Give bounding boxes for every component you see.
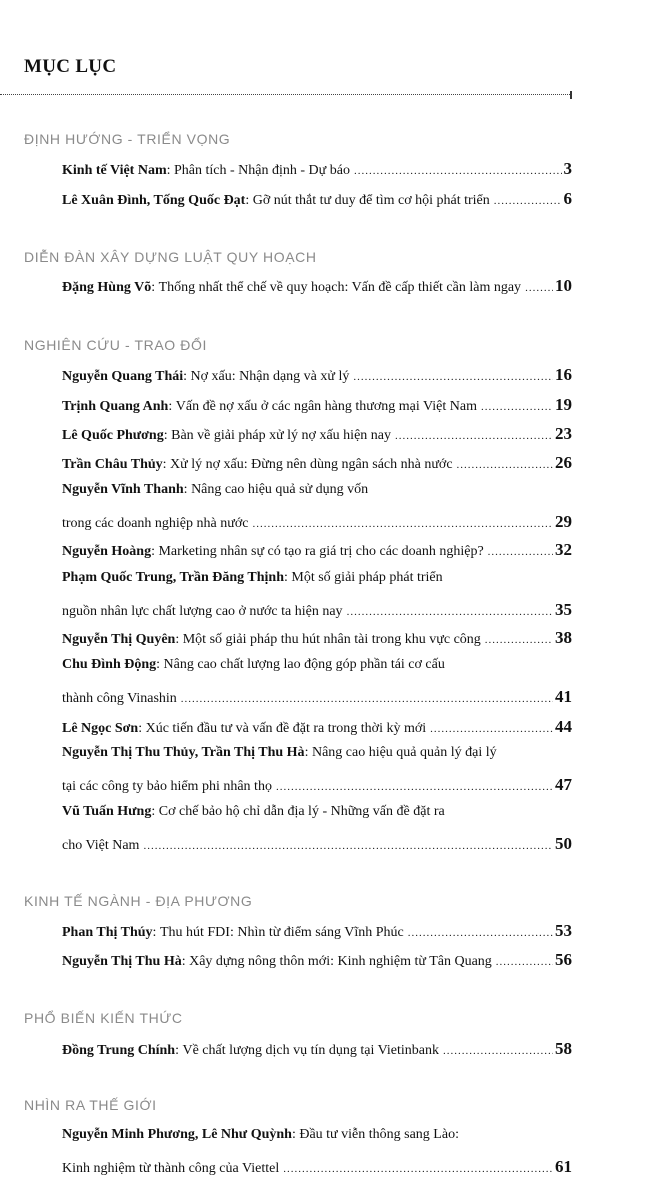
entry-title-continued: tại các công ty bảo hiểm phi nhân thọ — [62, 779, 272, 794]
entry-title-continued: nguồn nhân lực chất lượng cao ở nước ta hiện nay — [62, 604, 343, 619]
toc-entry-line — [62, 746, 572, 776]
entry-title-continued: Kinh nghiệm từ thành công của Viettel — [62, 1161, 280, 1176]
entry-page-number: 35 — [555, 600, 572, 619]
toc-entry-line — [62, 776, 572, 806]
dot-leader — [143, 841, 553, 852]
toc-entry[interactable] — [62, 571, 572, 631]
dot-leader — [525, 283, 553, 294]
entry-page-number: 6 — [563, 189, 572, 208]
dot-leader — [353, 372, 553, 383]
entry-separator: : — [156, 657, 164, 672]
toc-entry-line — [62, 1158, 572, 1188]
entry-separator: : — [162, 457, 171, 472]
entry-separator: : — [151, 280, 159, 295]
entry-page-number: 26 — [555, 453, 572, 472]
toc-entry-line — [62, 658, 572, 688]
entry-separator: : — [138, 721, 146, 736]
entry-title: Xây dựng nông thôn mới: Kinh nghiệm từ Tân Quang — [189, 954, 492, 969]
entry-author: Nguyễn Thị Quyên — [62, 632, 176, 647]
entry-separator: : — [284, 570, 292, 585]
entry-title-continued: cho Việt Nam — [62, 838, 140, 853]
toc-entry[interactable] — [62, 629, 572, 659]
section-title: NGHIÊN CỨU - TRAO ĐỔI — [24, 337, 207, 353]
entry-separator: : — [175, 632, 183, 647]
entry-page-number: 56 — [555, 950, 572, 969]
toc-entry-line — [62, 425, 572, 455]
toc-entry-line — [62, 277, 572, 307]
entry-author: Nguyễn Vĩnh Thanh — [62, 482, 184, 497]
entry-author: Vũ Tuấn Hưng — [62, 804, 152, 819]
entry-author: Lê Xuân Đình, Tống Quốc Đạt — [62, 193, 246, 208]
entry-title: Nâng cao hiệu quả sử dụng vốn — [191, 482, 369, 497]
entry-title: Vấn đề nợ xấu ở các ngân hàng thương mại Việt Nam — [175, 399, 477, 414]
toc-entry[interactable] — [62, 277, 572, 307]
entry-title: Đầu tư viễn thông sang Lào: — [299, 1127, 459, 1142]
entry-title-continued: trong các doanh nghiệp nhà nước — [62, 516, 249, 531]
toc-entry-line — [62, 718, 572, 748]
section-title: PHỔ BIẾN KIẾN THỨC — [24, 1010, 183, 1026]
entry-page-number: 38 — [555, 628, 572, 647]
entry-title: Về chất lượng dịch vụ tín dụng tại Vietinbank — [182, 1043, 439, 1058]
entry-title: Nâng cao chất lượng lao động góp phần tái cơ cấu — [163, 657, 445, 672]
toc-entry-line — [62, 571, 572, 601]
entry-author: Lê Quốc Phương — [62, 428, 164, 443]
toc-entry-line — [62, 835, 572, 865]
section-title: DIỄN ĐÀN XÂY DỰNG LUẬT QUY HOẠCH — [24, 249, 317, 265]
toc-entry-line — [62, 190, 572, 220]
toc-entry-line — [62, 513, 572, 543]
toc-entry-line — [62, 688, 572, 718]
entry-author: Nguyễn Hoàng — [62, 544, 152, 559]
entry-title: Phân tích - Nhận định - Dự báo — [174, 163, 350, 178]
dot-leader — [276, 782, 553, 793]
entry-page-number: 29 — [555, 512, 572, 531]
title-divider — [0, 94, 572, 95]
entry-author: Kinh tế Việt Nam — [62, 163, 167, 178]
toc-entry[interactable] — [62, 1128, 572, 1188]
entry-title: Nợ xấu: Nhận dạng và xử lý — [190, 369, 350, 384]
toc-entry-line — [62, 541, 572, 571]
entry-separator: : — [183, 369, 191, 384]
toc-entry[interactable] — [62, 951, 572, 981]
dot-leader — [485, 635, 553, 646]
dot-leader — [488, 547, 553, 558]
dot-leader — [252, 519, 553, 530]
entry-separator: : — [183, 482, 192, 497]
toc-entry-line — [62, 160, 572, 190]
dot-leader — [494, 196, 562, 207]
dot-leader — [347, 607, 553, 618]
entry-page-number: 50 — [555, 834, 572, 853]
entry-title: Một số giải pháp thu hút nhân tài trong khu vực công — [182, 632, 481, 647]
entry-title: Cơ chế bảo hộ chỉ dẫn địa lý - Những vấn đề đặt ra — [158, 804, 445, 819]
toc-entry[interactable] — [62, 718, 572, 748]
entry-page-number: 61 — [555, 1157, 572, 1176]
entry-page-number: 19 — [555, 395, 572, 414]
entry-title: Nâng cao hiệu quả quản lý đại lý — [311, 745, 497, 760]
toc-entry[interactable] — [62, 805, 572, 865]
entry-title: Xử lý nợ xấu: Đừng nên dùng ngân sách nhà nước — [170, 457, 453, 472]
page-title: MỤC LỤC — [24, 56, 117, 77]
entry-page-number: 41 — [555, 687, 572, 706]
entry-author: Nguyễn Minh Phương, Lê Như Quỳnh — [62, 1127, 292, 1142]
entry-page-number: 23 — [555, 424, 572, 443]
entry-separator: : — [181, 954, 190, 969]
entry-separator: : — [175, 1043, 183, 1058]
section-title: KINH TẾ NGÀNH - ĐỊA PHƯƠNG — [24, 893, 253, 909]
section-title: NHÌN RA THẾ GIỚI — [24, 1097, 157, 1113]
entry-author: Đặng Hùng Võ — [62, 280, 152, 295]
dot-leader — [354, 166, 562, 177]
toc-entry-line — [62, 601, 572, 631]
entry-author: Nguyễn Thị Thu Hà — [62, 954, 182, 969]
toc-entry[interactable] — [62, 541, 572, 571]
dot-leader — [408, 928, 553, 939]
entry-author: Nguyễn Quang Thái — [62, 369, 184, 384]
toc-entry[interactable] — [62, 396, 572, 426]
entry-title: Xúc tiến đầu tư và vấn đề đặt ra trong thời kỳ mới — [145, 721, 427, 736]
toc-entry-line — [62, 805, 572, 835]
toc-entry[interactable] — [62, 454, 572, 484]
toc-entry-line — [62, 454, 572, 484]
toc-entry-line — [62, 396, 572, 426]
toc-entry-line — [62, 1040, 572, 1070]
entry-author: Nguyễn Thị Thu Thủy, Trần Thị Thu Hà — [62, 745, 305, 760]
entry-separator: : — [291, 1127, 300, 1142]
entry-author: Phạm Quốc Trung, Trần Đăng Thịnh — [62, 570, 284, 585]
entry-author: Phan Thị Thúy — [62, 925, 153, 940]
dot-leader — [443, 1046, 553, 1057]
entry-separator: : — [304, 745, 312, 760]
title-divider-end — [570, 91, 572, 99]
toc-entry[interactable] — [62, 922, 572, 952]
entry-author: Đồng Trung Chính — [62, 1043, 176, 1058]
entry-separator: : — [152, 925, 160, 940]
toc-entry[interactable] — [62, 658, 572, 718]
entry-title: Thu hút FDI: Nhìn từ điểm sáng Vĩnh Phúc — [159, 925, 404, 940]
entry-page-number: 10 — [555, 276, 572, 295]
toc-entry-line — [62, 366, 572, 396]
entry-separator: : — [245, 193, 253, 208]
toc-entry-line — [62, 951, 572, 981]
toc-entry[interactable] — [62, 425, 572, 455]
entry-author: Trịnh Quang Anh — [62, 399, 169, 414]
entry-title: Gỡ nút thắt tư duy để tìm cơ hội phát triển — [252, 193, 490, 208]
toc-entry[interactable] — [62, 160, 572, 190]
entry-title: Marketing nhân sự có tạo ra giá trị cho các doanh nghiệp? — [158, 544, 484, 559]
entry-page-number: 58 — [555, 1039, 572, 1058]
toc-entry-line — [62, 629, 572, 659]
toc-entry-line — [62, 483, 572, 513]
entry-separator: : — [151, 544, 159, 559]
toc-entry[interactable] — [62, 190, 572, 220]
toc-entry[interactable] — [62, 1040, 572, 1070]
entry-page-number: 53 — [555, 921, 572, 940]
entry-page-number: 3 — [563, 159, 572, 178]
entry-page-number: 44 — [555, 717, 572, 736]
dot-leader — [283, 1164, 553, 1175]
dot-leader — [430, 724, 553, 735]
entry-title: Một số giải pháp phát triển — [291, 570, 443, 585]
toc-entry-line — [62, 1128, 572, 1158]
dot-leader — [457, 460, 553, 471]
dot-leader — [481, 402, 553, 413]
toc-entry[interactable] — [62, 746, 572, 806]
entry-separator: : — [168, 399, 176, 414]
toc-entry-line — [62, 922, 572, 952]
entry-page-number: 47 — [555, 775, 572, 794]
entry-author: Chu Đình Động — [62, 657, 157, 672]
entry-separator: : — [163, 428, 172, 443]
dot-leader — [496, 957, 553, 968]
entry-author: Trần Châu Thủy — [62, 457, 163, 472]
dot-leader — [181, 694, 553, 705]
entry-title: Thống nhất thể chế về quy hoạch: Vấn đề cấp thiết cần làm ngay — [158, 280, 522, 295]
dot-leader — [395, 431, 553, 442]
toc-entry[interactable] — [62, 366, 572, 396]
entry-page-number: 16 — [555, 365, 572, 384]
entry-title: Bàn về giải pháp xử lý nợ xấu hiện nay — [171, 428, 391, 443]
entry-page-number: 32 — [555, 540, 572, 559]
entry-separator: : — [166, 163, 174, 178]
entry-author: Lê Ngọc Sơn — [62, 721, 139, 736]
entry-title-continued: thành công Vinashin — [62, 691, 177, 706]
toc-entry[interactable] — [62, 483, 572, 543]
section-title: ĐỊNH HƯỚNG - TRIỂN VỌNG — [24, 131, 231, 147]
entry-separator: : — [151, 804, 159, 819]
